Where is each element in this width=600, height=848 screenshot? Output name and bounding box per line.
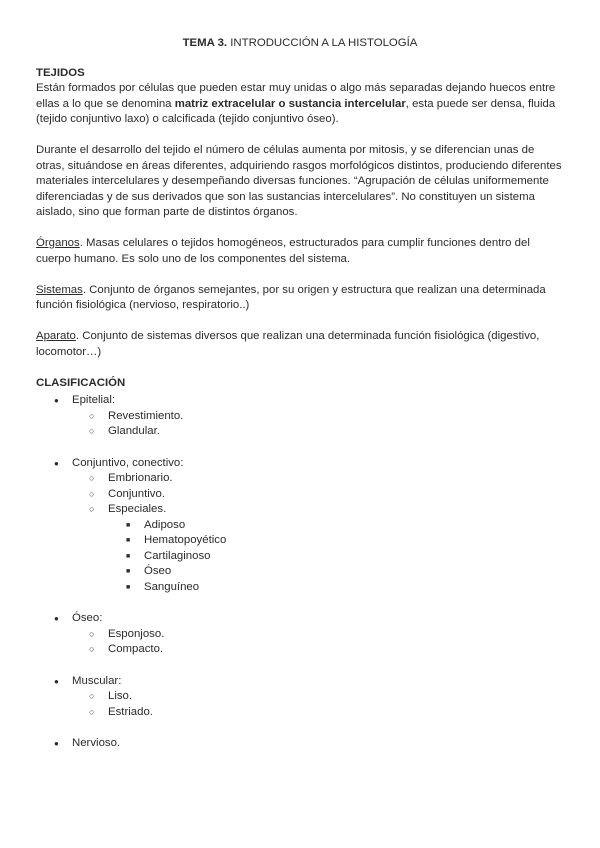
list-item: ■ Cartilaginoso: [108, 549, 564, 565]
sistemas-text: . Conjunto de órganos semejantes, por su origen y estructura que realizan una determinada función fisiológica (nervioso, respiratorio..): [36, 283, 546, 311]
list-item: ○ Revestimiento.: [72, 409, 564, 425]
list-item-muscular: [36, 674, 564, 737]
list-item-epitelial: [36, 393, 564, 456]
tejidos-paragraph-1: [36, 81, 564, 128]
list-item: ○ Esponjoso.: [72, 627, 564, 643]
p1-bold-term: matriz extracelular o sustancia intercelular: [174, 97, 406, 110]
list-item: ○ Liso.: [72, 689, 564, 705]
list-item: ○ Glandular.: [72, 424, 564, 440]
title-bold: TEMA 3.: [182, 37, 228, 49]
organos-definition: [36, 236, 564, 267]
classification-list: [36, 393, 564, 752]
organos-term: Órganos: [36, 237, 80, 249]
especiales-label: Especiales.: [108, 503, 167, 515]
aparato-text: . Conjunto de sistemas diversos que realizan una determinada función fisiológica (digestivo, locomotor…): [36, 330, 540, 358]
list-item: ○ Compacto.: [72, 642, 564, 658]
oseo-sublist: [72, 627, 564, 658]
list-item: ■ Sanguíneo: [108, 580, 564, 596]
tejidos-heading: TEJIDOS: [36, 66, 85, 79]
list-item: ■ Hematopoyético: [108, 533, 564, 549]
list-item-conjuntivo: [36, 456, 564, 612]
list-item: ○ Estriado.: [72, 705, 564, 721]
tejidos-paragraph-2: Durante el desarrollo del tejido el número de células aumenta por mitosis, y se diferencian unas de otras, situándose en áreas diferentes, adquiriendo rasgos morfológicos distintos, produciendo diferentes materiales intercelulares y desempeñando diversas funciones. “Agrupación de células uniformemente diferenciadas y de sus derivados que son las sustancias intercelulares”. No constituyen un sistema aislado, sino que forman parte de distintos órganos.: [36, 144, 562, 218]
list-item-especiales: [72, 502, 564, 595]
aparato-definition: [36, 329, 564, 360]
title-rest: INTRODUCCIÓN A LA HISTOLOGÍA: [227, 37, 418, 49]
aparato-term: Aparato: [36, 330, 76, 342]
sistemas-term: Sistemas: [36, 283, 83, 296]
clasificacion-heading: CLASIFICACIÓN: [36, 376, 126, 389]
especiales-sublist: [108, 518, 564, 596]
conjuntivo-label: Conjuntivo, conectivo:: [72, 456, 184, 469]
list-item: ○ Embrionario.: [72, 471, 564, 487]
document-page: [36, 36, 564, 752]
muscular-sublist: [72, 689, 564, 720]
conjuntivo-sublist: [72, 471, 564, 595]
oseo-label: Óseo:: [72, 612, 103, 624]
page-title: [36, 36, 564, 52]
organos-text: . Masas celulares o tejidos homogéneos, estructurados para cumplir funciones dentro del cuerpo humano. Es solo uno de los componentes del sistema.: [36, 237, 530, 265]
list-item: ■ Adiposo: [108, 518, 564, 534]
list-item-nervioso: ● Nervioso.: [36, 736, 564, 752]
list-item: ■ Óseo: [108, 564, 564, 580]
muscular-label: Muscular:: [72, 674, 122, 687]
p1-text-b: , esta puede ser densa, fluida (tejido conjuntivo laxo) o calcificada (tejido conjuntivo óseo).: [36, 97, 556, 125]
epitelial-label: Epitelial:: [72, 394, 116, 406]
epitelial-sublist: [72, 409, 564, 440]
sistemas-definition: [36, 283, 564, 314]
list-item-oseo: [36, 611, 564, 674]
p1-text-a: Están formados por células que pueden estar muy unidas o algo más separadas dejando huecos entre ellas a lo que se denomina: [36, 82, 556, 110]
list-item: ○ Conjuntivo.: [72, 487, 564, 503]
